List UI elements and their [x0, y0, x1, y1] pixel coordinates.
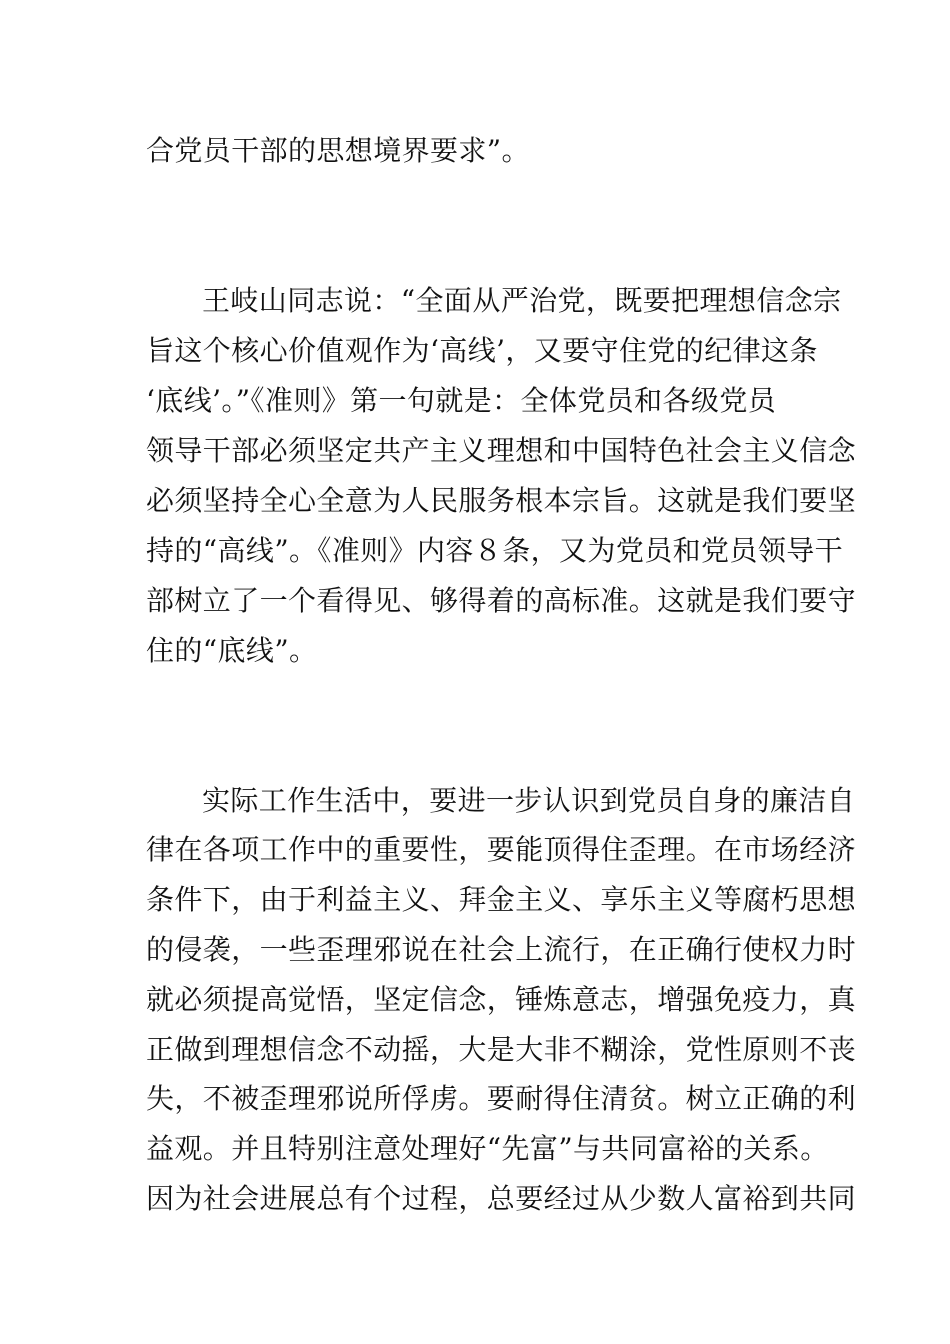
paragraph-line: 持的“高线”。《准则》内容８条，又为党员和党员领导干	[146, 534, 844, 567]
paragraph-line: 的侵袭，一些歪理邪说在社会上流行，在正确行使权力时	[146, 933, 857, 966]
paragraph-line: 益观。并且特别注意处理好“先富”与共同富裕的关系。	[146, 1132, 829, 1165]
paragraph-line: 部树立了一个看得见、够得着的高标准。这就是我们要守	[146, 584, 857, 617]
paragraph-line: 条件下，由于利益主义、拜金主义、享乐主义等腐朽思想	[146, 883, 857, 916]
paragraph-line: 领导干部必须坚定共产主义理想和中国特色社会主义信念	[146, 434, 857, 467]
paragraph-line: 失，不被歪理邪说所俘虏。要耐得住清贫。树立正确的利	[146, 1082, 857, 1115]
paragraph-line: 实际工作生活中，要进一步认识到党员自身的廉洁自	[202, 784, 856, 817]
paragraph-line: 就必须提高觉悟，坚定信念，锤炼意志，增强免疫力，真	[146, 983, 857, 1016]
paragraph-line: 合党员干部的思想境界要求”。	[146, 134, 530, 167]
paragraph-line: ‘底线’。”《准则》第一句就是：全体党员和各级党员	[146, 384, 777, 417]
paragraph-line: 正做到理想信念不动摇，大是大非不糊涂，党性原则不丧	[146, 1033, 857, 1066]
paragraph-line: 王岐山同志说：“全面从严治党，既要把理想信念宗	[202, 284, 842, 317]
paragraph-line: 因为社会进展总有个过程，总要经过从少数人富裕到共同	[146, 1182, 857, 1215]
paragraph-line: 律在各项工作中的重要性，要能顶得住歪理。在市场经济	[146, 833, 857, 866]
paragraph-line: 必须坚持全心全意为人民服务根本宗旨。这就是我们要坚	[146, 484, 857, 517]
paragraph-line: 住的“底线”。	[146, 634, 318, 667]
paragraph-line: 旨这个核心价值观作为‘高线’，又要守住党的纪律这条	[146, 334, 818, 367]
